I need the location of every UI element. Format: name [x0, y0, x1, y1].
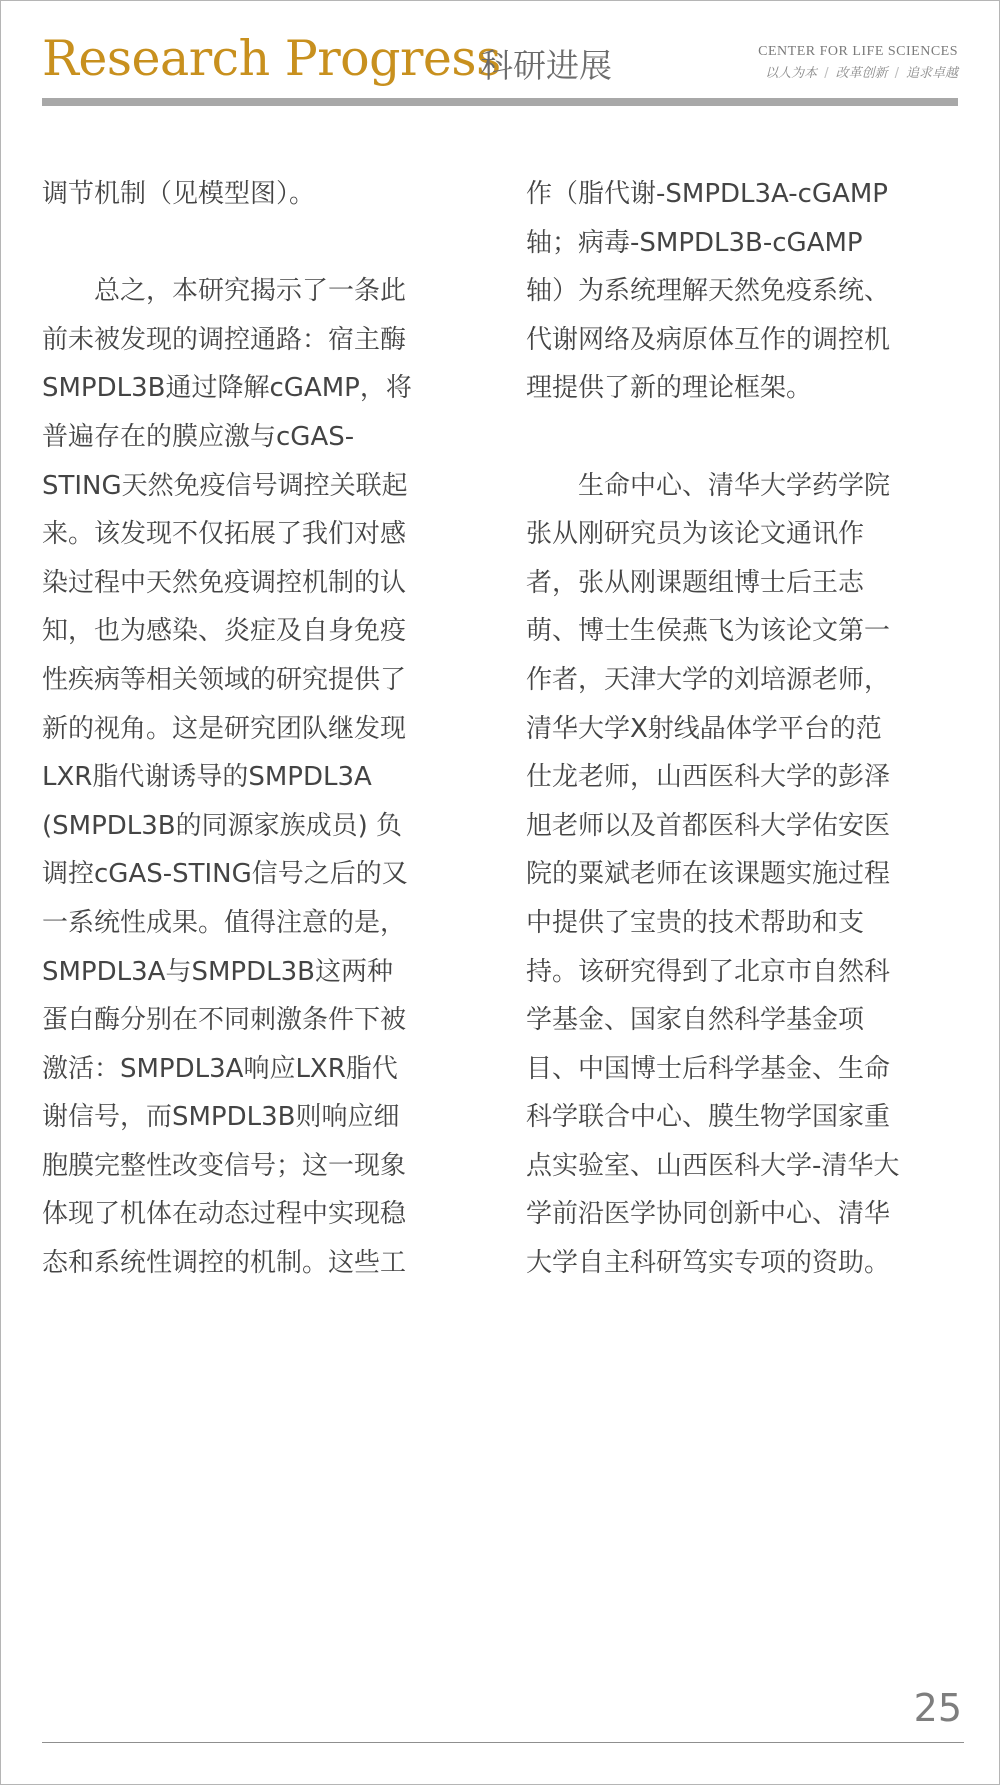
text-line: 来。该发现不仅拓展了我们对感: [42, 519, 407, 550]
slogan-separator: /: [824, 66, 829, 81]
text-line: 调控cGAS-STING信号之后的又: [42, 859, 408, 890]
text-line: 蛋白酶分别在不同刺激条件下被: [42, 1005, 407, 1036]
page-number: 25: [913, 1686, 962, 1730]
text-line: 科学联合中心、膜生物学国家重: [526, 1102, 891, 1133]
text-line: 旭老师以及首都医科大学佑安医: [526, 810, 891, 841]
text-line: 调节机制（见模型图）。: [42, 179, 316, 209]
text-line: LXR脂代谢诱导的SMPDL3A: [42, 762, 372, 793]
text-line: 总之，本研究揭示了一条此: [42, 276, 407, 307]
text-line: 学基金、国家自然科学基金项: [526, 1005, 865, 1036]
text-line: 张从刚研究员为该论文通讯作: [526, 519, 865, 550]
text-line: 一系统性成果。值得注意的是，: [42, 907, 407, 938]
text-line: 大学自主科研笃实专项的资助。: [526, 1248, 891, 1279]
footer-divider: [42, 1742, 964, 1743]
text-line: STING天然免疫信号调控关联起: [42, 470, 408, 501]
slogan: 改革创新: [835, 66, 888, 81]
text-line: 萌、博士生侯燕飞为该论文第一: [526, 616, 891, 647]
slogan: 追求卓越: [905, 66, 958, 81]
right-column: [526, 170, 958, 1288]
slogan-separator: /: [894, 66, 899, 81]
text-line: 体现了机体在动态过程中实现稳: [42, 1199, 407, 1230]
text-line: 学前沿医学协同创新中心、清华: [526, 1199, 891, 1230]
paragraph-gap: [526, 413, 958, 462]
text-line: 持。该研究得到了北京市自然科: [526, 956, 891, 987]
text-line: 中提供了宝贵的技术帮助和支: [526, 907, 865, 938]
text-line: 院的粟斌老师在该课题实施过程: [526, 859, 891, 890]
text-line: 谢信号，而SMPDL3B则响应细: [42, 1102, 400, 1133]
text-line: 染过程中天然免疫调控机制的认: [42, 567, 407, 598]
text-line: SMPDL3A与SMPDL3B这两种: [42, 956, 393, 987]
paragraph-right-2: [526, 462, 958, 1288]
text-line: 生命中心、清华大学药学院: [526, 470, 891, 501]
text-line: 目、中国博士后科学基金、生命: [526, 1053, 891, 1084]
text-line: 胞膜完整性改变信号；这一现象: [42, 1150, 407, 1181]
paragraph-left-1: [42, 170, 474, 219]
header-divider: [42, 98, 958, 106]
slogan-row: [758, 62, 958, 81]
text-line: 性疾病等相关领域的研究提供了: [42, 664, 407, 695]
paragraph-gap: [42, 219, 474, 268]
text-line: 态和系统性调控的机制。这些工: [42, 1248, 407, 1279]
text-line: 作者，天津大学的刘培源老师，: [526, 664, 891, 695]
text-line: 代谢网络及病原体互作的调控机: [526, 324, 891, 355]
section-title-en: Research Progress: [42, 30, 501, 87]
text-line: 激活：SMPDL3A响应LXR脂代: [42, 1053, 398, 1084]
text-line: SMPDL3B通过降解cGAMP，将: [42, 373, 412, 404]
section-title-cn: 科研进展: [480, 46, 612, 85]
org-name: CENTER FOR LIFE SCIENCES: [758, 44, 958, 59]
text-line: 轴；病毒-SMPDL3B-cGAMP: [526, 227, 863, 258]
text-line: 者，张从刚课题组博士后王志: [526, 567, 865, 598]
text-line: 清华大学X射线晶体学平台的范: [526, 713, 882, 744]
org-branding: [758, 44, 958, 81]
text-line: 新的视角。这是研究团队继发现: [42, 713, 407, 744]
text-line: 前未被发现的调控通路：宿主酶: [42, 324, 407, 355]
text-line: 作（脂代谢-SMPDL3A-cGAMP: [526, 179, 888, 209]
paragraph-left-2: [42, 267, 474, 1287]
text-line: 理提供了新的理论框架。: [526, 373, 813, 404]
slogan: 以人为本: [765, 66, 818, 81]
text-line: 点实验室、山西医科大学-清华大: [526, 1150, 900, 1181]
left-column: [42, 170, 474, 1288]
paragraph-right-1: [526, 170, 958, 413]
text-line: 普遍存在的膜应激与cGAS-: [42, 421, 355, 452]
text-line: 轴）为系统理解天然免疫系统、: [526, 276, 891, 307]
text-line: 知，也为感染、炎症及自身免疫: [42, 616, 407, 647]
text-line: 仕龙老师，山西医科大学的彭泽: [526, 762, 891, 793]
text-line: (SMPDL3B的同源家族成员) 负: [42, 810, 403, 841]
